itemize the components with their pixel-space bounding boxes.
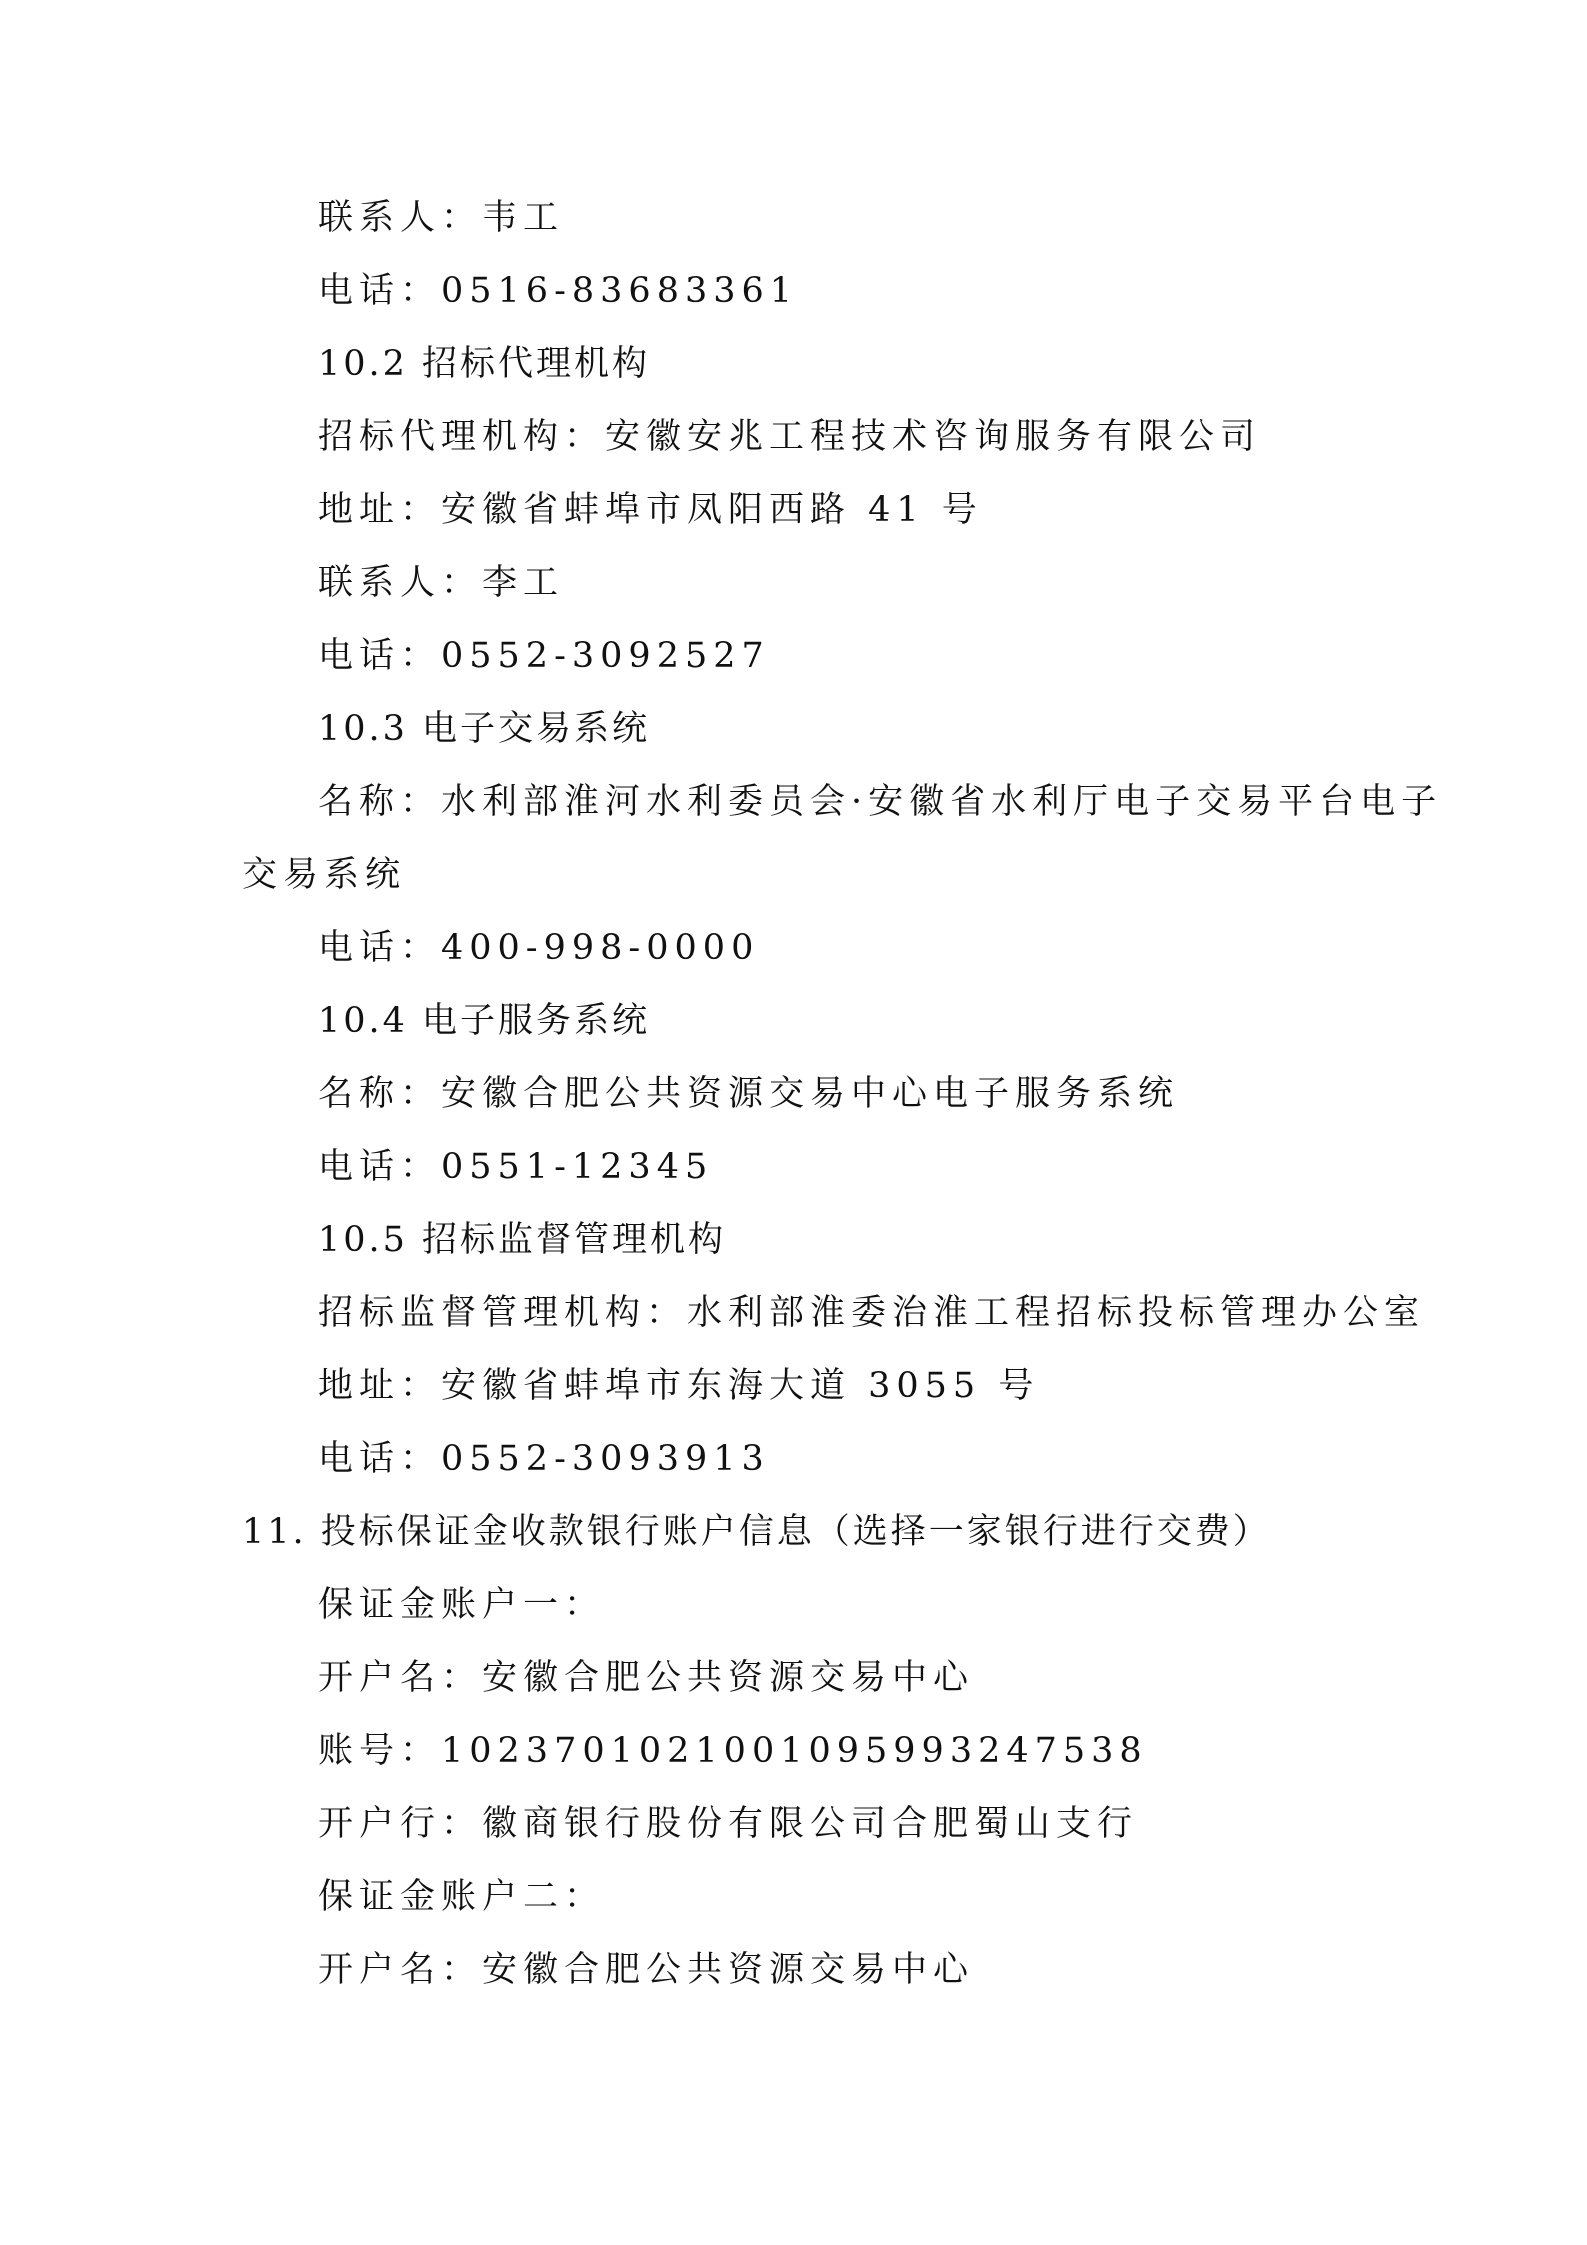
address-line: 地址：安徽省蚌埠市凤阳西路 41 号 [318, 490, 983, 530]
phone-line: 电话：0551-12345 [318, 1147, 714, 1187]
account-holder-line: 开户名：安徽合肥公共资源交易中心 [318, 1658, 975, 1698]
bank-branch-line: 开户行：徽商银行股份有限公司合肥蜀山支行 [318, 1804, 1139, 1844]
system-name-line: 名称：水利部淮河水利委员会·安徽省水利厅电子交易平台电子 [318, 782, 1443, 822]
contact-person-line: 联系人：韦工 [318, 198, 565, 238]
phone-line: 电话：0516-83683361 [318, 271, 799, 311]
account-holder-line: 开户名：安徽合肥公共资源交易中心 [318, 1950, 975, 1990]
section-heading-10-5: 10.5 招标监督管理机构 [318, 1220, 727, 1260]
contact-person-line: 联系人：李工 [318, 563, 565, 603]
account-number-line: 账号：1023701021001095993247538 [318, 1731, 1148, 1771]
system-name-line: 名称：安徽合肥公共资源交易中心电子服务系统 [318, 1074, 1180, 1114]
section-heading-10-2: 10.2 招标代理机构 [318, 344, 651, 384]
phone-line: 电话：0552-3092527 [318, 636, 770, 676]
account-title-line: 保证金账户一： [318, 1585, 606, 1625]
section-heading-10-3: 10.3 电子交易系统 [318, 709, 651, 749]
section-heading-11: 11. 投标保证金收款银行账户信息（选择一家银行进行交费） [242, 1512, 1271, 1552]
address-line: 地址：安徽省蚌埠市东海大道 3055 号 [318, 1366, 1040, 1406]
phone-line: 电话：0552-3093913 [318, 1439, 770, 1479]
account-title-line: 保证金账户二： [318, 1877, 606, 1917]
agency-name-line: 招标代理机构：安徽安兆工程技术咨询服务有限公司 [318, 417, 1262, 457]
section-heading-10-4: 10.4 电子服务系统 [318, 1001, 651, 1041]
phone-line: 电话：400-998-0000 [318, 928, 760, 968]
supervision-agency-line: 招标监督管理机构：水利部淮委治淮工程招标投标管理办公室 [318, 1293, 1426, 1333]
system-name-continuation: 交易系统 [242, 855, 407, 895]
